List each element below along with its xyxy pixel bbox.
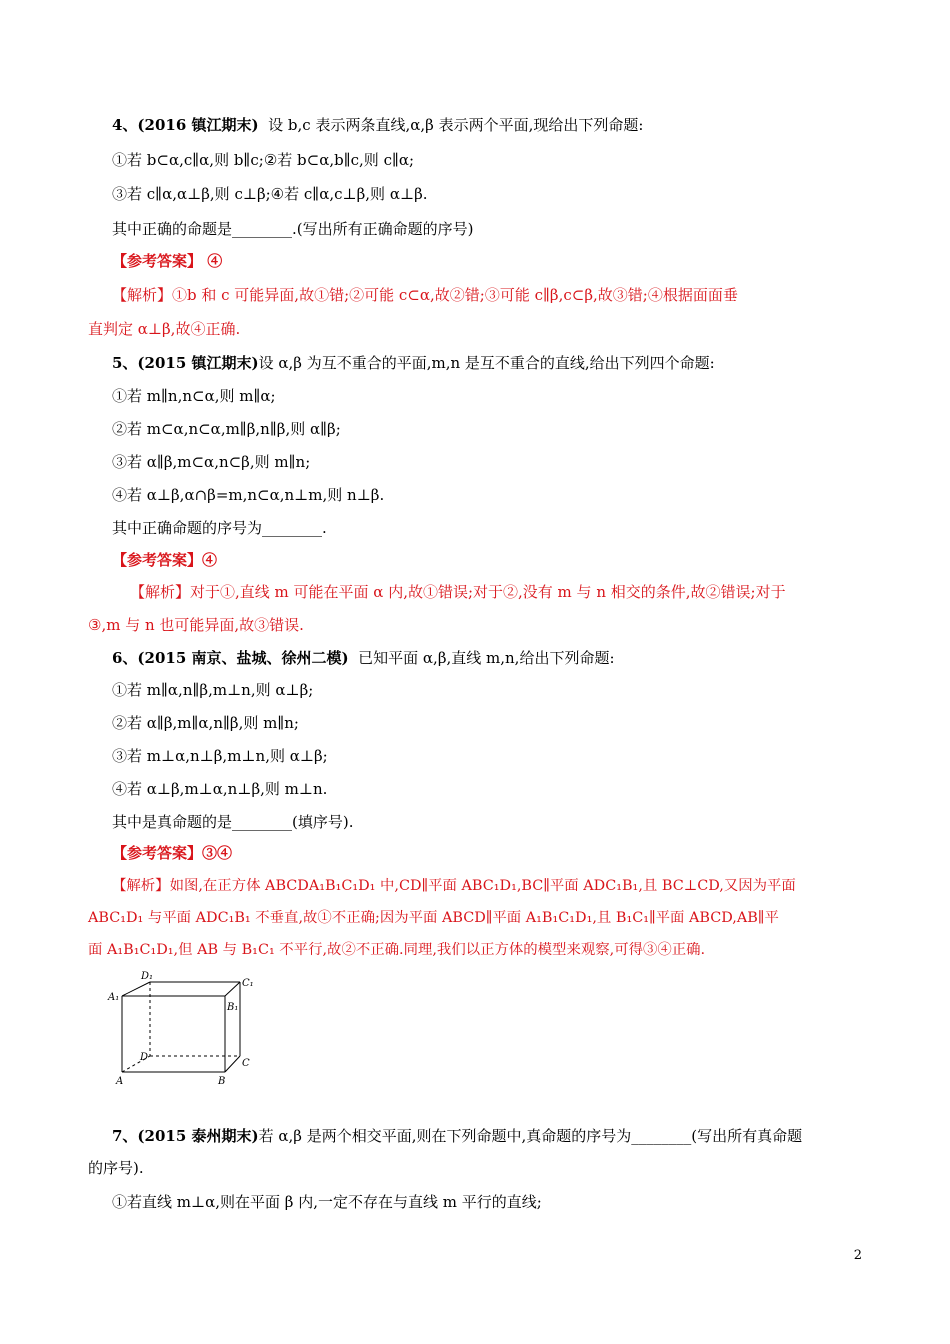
- q4-answer-value: ④: [207, 252, 223, 270]
- q6-proposition-3: ③若 m⊥α,n⊥β,m⊥n,则 α⊥β;: [112, 747, 328, 765]
- q6-explanation-line-3: 面 A₁B₁C₁D₁,但 AB 与 B₁C₁ 不平行,故②不正确.同理,我们以正方体的模型来观察,可得③④正确.: [88, 942, 706, 958]
- q5-heading: 5、(2015 镇江期末): [112, 354, 259, 372]
- q5-proposition-1: ①若 m∥n,n⊂α,则 m∥α;: [112, 387, 276, 405]
- edge-B1C1: [225, 982, 240, 996]
- q4-answer: [112, 251, 222, 271]
- q7-stem: 若 α,β 是两个相交平面,则在下列命题中,真命题的序号为________(写出所有真命题: [258, 1127, 803, 1145]
- label-D1: D₁: [141, 971, 154, 982]
- q5-proposition-2: ②若 m⊂α,n⊂α,m∥β,n∥β,则 α∥β;: [112, 420, 341, 438]
- q6-question: 其中是真命题的是________(填序号).: [112, 813, 354, 831]
- page-number: 2: [853, 1248, 862, 1263]
- q6-explanation-line-2: ABC₁D₁ 与平面 ADC₁B₁ 不垂直,故①不正确;因为平面 ABCD∥平面 A₁B₁C₁D₁,且 B₁C₁∥平面 ABCD,AB∥平: [88, 910, 779, 926]
- q5-stem: 设 α,β 为互不重合的平面,m,n 是互不重合的直线,给出下列四个命题:: [258, 354, 715, 372]
- q7-stem-line-2: 的序号).: [88, 1159, 144, 1177]
- edge-BC: [225, 1056, 240, 1072]
- q5-explanation-line-1: 【解析】对于①,直线 m 可能在平面 α 内,故①错误;对于②,没有 m 与 n 相交的条件,故②错误;对于: [130, 583, 786, 601]
- q5-question: 其中正确命题的序号为________.: [112, 519, 327, 537]
- cube-figure: [108, 966, 254, 1087]
- q7-proposition-1: ①若直线 m⊥α,则在平面 β 内,一定不存在与直线 m 平行的直线;: [112, 1193, 542, 1211]
- q4-explanation-line-1: 【解析】①b 和 c 可能异面,故①错;②可能 c⊂α,故②错;③可能 c∥β,c⊂β,故③错;④根据面面垂: [112, 286, 738, 304]
- q6-proposition-2: ②若 α∥β,m∥α,n∥β,则 m∥n;: [112, 714, 299, 732]
- label-D: D: [140, 1052, 149, 1063]
- q5-proposition-3: ③若 α∥β,m⊂α,n⊂β,则 m∥n;: [112, 453, 311, 471]
- q7-heading: 7、(2015 泰州期末): [112, 1127, 259, 1145]
- q6-proposition-4: ④若 α⊥β,m⊥α,n⊥β,则 m⊥n.: [112, 780, 328, 798]
- label-B: B: [218, 1076, 226, 1087]
- q5-proposition-4: ④若 α⊥β,α∩β=m,n⊂α,n⊥m,则 n⊥β.: [112, 486, 385, 504]
- label-C1: C₁: [242, 978, 254, 989]
- q4-proposition-3-4: ③若 c∥α,α⊥β,则 c⊥β;④若 c∥α,c⊥β,则 α⊥β.: [112, 185, 428, 203]
- q4-explanation-line-2: 直判定 α⊥β,故④正确.: [88, 320, 241, 338]
- q6-stem: 已知平面 α,β,直线 m,n,给出下列命题:: [358, 649, 615, 667]
- q7-stem-line-1: [112, 1126, 802, 1146]
- label-C: C: [242, 1058, 250, 1069]
- q5-explanation-line-2: ③,m 与 n 也可能异面,故③错误.: [88, 616, 304, 634]
- q6-heading: 6、(2015 南京、盐城、徐州二模): [112, 649, 349, 667]
- edge-A1D1: [122, 982, 150, 996]
- q5-stem-line: [112, 353, 715, 373]
- q4-stem-line: [112, 115, 643, 135]
- q4-heading: 4、(2016 镇江期末): [112, 116, 259, 134]
- q4-proposition-1-2: ①若 b⊂α,c∥α,则 b∥c;②若 b⊂α,b∥c,则 c∥α;: [112, 151, 415, 169]
- q6-stem-line: [112, 648, 615, 668]
- q6-proposition-1: ①若 m∥α,n∥β,m⊥n,则 α⊥β;: [112, 681, 314, 699]
- q4-stem: 设 b,c 表示两条直线,α,β 表示两个平面,现给出下列命题:: [268, 116, 644, 134]
- q5-answer: 【参考答案】④: [112, 551, 218, 569]
- q4-answer-label: 【参考答案】: [112, 252, 203, 270]
- q4-question: 其中正确的命题是________.(写出所有正确命题的序号): [112, 220, 474, 238]
- q6-explanation-line-1: 【解析】如图,在正方体 ABCDA₁B₁C₁D₁ 中,CD∥平面 ABC₁D₁,BC∥平面 ADC₁B₁,且 BC⊥CD,又因为平面: [112, 878, 796, 894]
- label-B1: B₁: [227, 1002, 239, 1013]
- label-A1: A₁: [108, 992, 120, 1003]
- label-A: A: [116, 1076, 124, 1087]
- q6-answer: 【参考答案】③④: [112, 844, 233, 862]
